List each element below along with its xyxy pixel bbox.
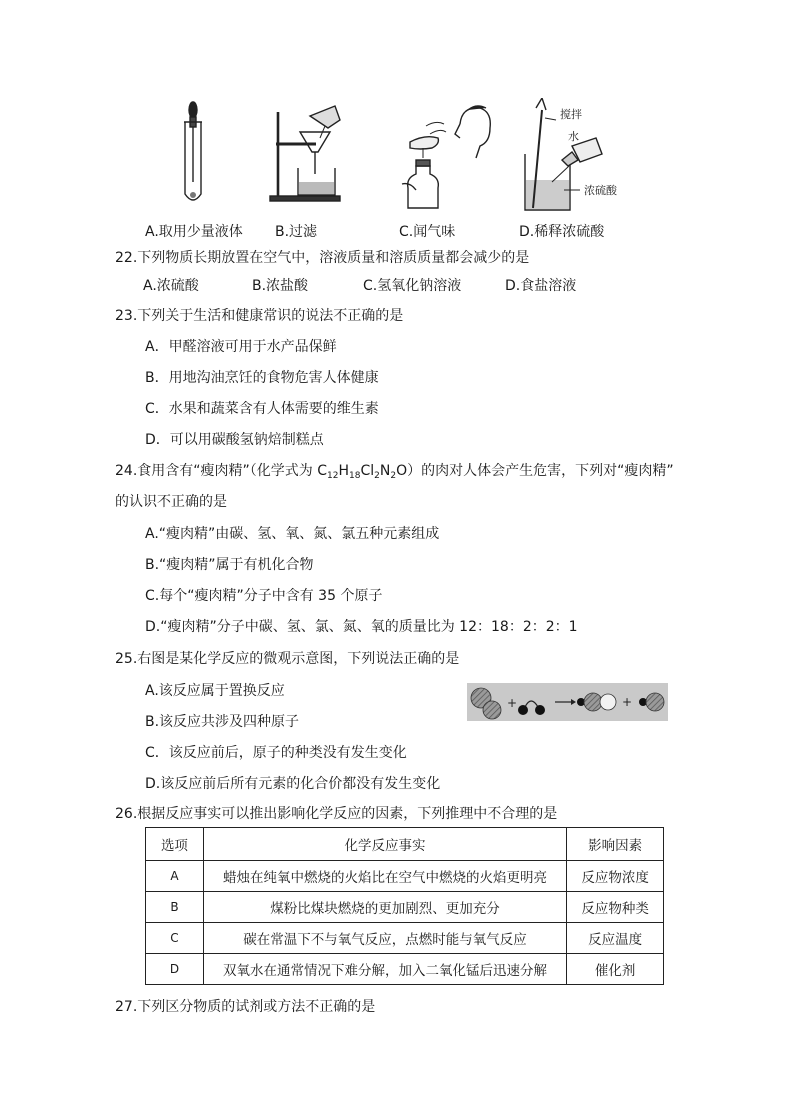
reaction-diagram <box>467 683 668 721</box>
filtration-figure <box>270 106 340 201</box>
formula-n: N <box>379 463 391 479</box>
header-fact: 化学反应事实 <box>203 828 566 861</box>
q25-option-d: D.该反应前后所有元素的化合价都没有发生变化 <box>145 776 441 792</box>
q23-option-d: D．可以用碳酸氢钠焙制糕点 <box>145 432 324 448</box>
q21-option-b: B.过滤 <box>275 224 318 240</box>
q25-option-a: A.该反应属于置换反应 <box>145 683 285 699</box>
q21-option-d: D.稀释浓硫酸 <box>519 224 605 240</box>
formula-cl-count: 2 <box>374 471 380 481</box>
q21-option-a: A.取用少量液体 <box>145 224 243 240</box>
q23-option-a: A．甲醛溶液可用于水产品保鲜 <box>145 339 337 355</box>
table-row <box>146 861 664 892</box>
q22-option-b: B.浓盐酸 <box>252 278 309 294</box>
q23-stem: 23.下列关于生活和健康常识的说法不正确的是 <box>115 308 404 324</box>
table-header-row <box>146 828 664 861</box>
q25-option-c: C．该反应前后，原子的种类没有发生变化 <box>145 745 407 761</box>
plus-sign-1: + <box>507 696 518 710</box>
q26-stem: 26.根据反应事实可以推出影响化学反应的因素，下列推理中不合理的是 <box>115 806 558 822</box>
q22-option-d: D.食盐溶液 <box>505 278 577 294</box>
q23-option-b: B．用地沟油烹饪的食物危害人体健康 <box>145 370 379 386</box>
formula-o: O <box>396 463 408 479</box>
header-factor: 影响因素 <box>567 828 664 861</box>
plus-sign-2: + <box>622 695 633 709</box>
q24-option-b: B.“瘦肉精”属于有机化合物 <box>145 557 314 573</box>
row-fact: 煤粉比煤块燃烧的更加剧烈、更加充分 <box>203 892 566 923</box>
q25-stem: 25.右图是某化学反应的微观示意图，下列说法正确的是 <box>115 651 460 667</box>
acid-label: 浓硫酸 <box>584 184 617 197</box>
q24-option-a: A.“瘦肉精”由碳、氢、氧、氮、氯五种元素组成 <box>145 526 440 542</box>
q25-option-b: B.该反应共涉及四种原子 <box>145 714 300 730</box>
row-factor: 反应温度 <box>567 923 664 954</box>
water-label: 水 <box>568 130 579 143</box>
q21-option-c: C.闻气味 <box>399 224 456 240</box>
dropper-test-tube-figure <box>184 102 202 200</box>
q22-stem: 22.下列物质长期放置在空气中，溶液质量和溶质质量都会减少的是 <box>115 250 530 266</box>
row-factor: 催化剂 <box>567 954 664 985</box>
row-factor: 反应物浓度 <box>567 861 664 892</box>
q24-option-d: D.“瘦肉精”分子中碳、氢、氯、氮、氧的质量比为 12：18：2：2：1 <box>145 619 578 635</box>
table-row <box>146 923 664 954</box>
table-row <box>146 954 664 985</box>
header-option: 选项 <box>146 828 204 861</box>
q24-stem-line2: 的认识不正确的是 <box>115 494 227 510</box>
q27-stem: 27.下列区分物质的试剂或方法不正确的是 <box>115 999 376 1015</box>
reaction-factors-table <box>145 827 664 985</box>
q21-figures <box>140 98 660 216</box>
row-option: B <box>146 892 204 923</box>
row-fact: 双氧水在通常情况下难分解，加入二氧化锰后迅速分解 <box>203 954 566 985</box>
q23-option-c: C．水果和蔬菜含有人体需要的维生素 <box>145 401 379 417</box>
row-fact: 蜡烛在纯氧中燃烧的火焰比在空气中燃烧的火焰更明亮 <box>203 861 566 892</box>
q22-option-a: A.浓硫酸 <box>143 278 199 294</box>
formula-cl: Cl <box>360 463 375 479</box>
formula-n-count: 2 <box>390 471 397 481</box>
formula-h-count: 18 <box>348 471 361 481</box>
row-option: A <box>146 861 204 892</box>
q22-option-c: C.氢氧化钠溶液 <box>363 278 462 294</box>
row-factor: 反应物种类 <box>567 892 664 923</box>
smelling-gas-figure <box>402 106 490 208</box>
row-fact: 碳在常温下不与氧气反应，点燃时能与氧气反应 <box>203 923 566 954</box>
row-option: C <box>146 923 204 954</box>
q24-stem-prefix: 24.食用含有“瘦肉精”（化学式为 C <box>115 463 327 479</box>
formula-c-count: 12 <box>327 471 339 481</box>
q24-stem <box>115 460 674 481</box>
q24-option-c: C.每个“瘦肉精”分子中含有 35 个原子 <box>145 588 383 604</box>
table-row <box>146 892 664 923</box>
q24-stem-suffix: ）的肉对人体会产生危害，下列对“瘦肉精” <box>407 463 674 479</box>
row-option: D <box>146 954 204 985</box>
formula-h: H <box>338 463 349 479</box>
stir-label: 搅拌 <box>560 108 582 121</box>
